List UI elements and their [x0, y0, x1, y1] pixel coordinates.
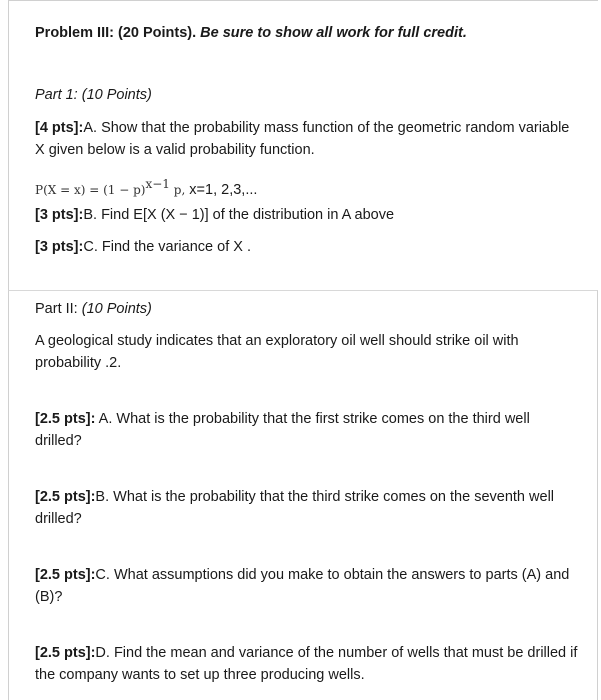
- part2-d-text-1: D. Find the mean and variance of the number of wells that must be drilled if: [95, 645, 578, 661]
- formula-rhs: p,: [169, 182, 186, 197]
- part2-a-label: [2.5 pts]:: [35, 411, 96, 427]
- part2-d-line2: the company wants to set up three producing wells.: [35, 667, 365, 683]
- part1-a-line2: X given below is a valid probability function.: [35, 142, 315, 158]
- part1-b: [35, 205, 394, 226]
- part2-b-label: [2.5 pts]:: [35, 489, 96, 505]
- part2-a-text-1: A. What is the probability that the first strike comes on the third well: [95, 411, 530, 427]
- part2-b-line2: drilled?: [35, 511, 82, 527]
- part1-c: [35, 237, 251, 258]
- part1-a-text-1: A. Show that the probability mass function of the geometric random variable: [83, 120, 570, 136]
- part1-b-label: [3 pts]:: [35, 207, 84, 223]
- part2-a-line2: drilled?: [35, 433, 82, 449]
- part2-heading-prefix: Part II:: [35, 301, 82, 317]
- formula-exponent: x−1: [145, 177, 170, 191]
- part1-c-label: [3 pts]:: [35, 239, 84, 255]
- problem-instruction: Be sure to show all work for full credit.: [200, 25, 467, 41]
- part2-intro-line2: probability .2.: [35, 355, 122, 371]
- part2-panel: [8, 290, 598, 700]
- part2-heading: [35, 299, 152, 320]
- formula-domain: x=1, 2,3,...: [185, 181, 258, 198]
- part2-b-line1: [35, 487, 554, 508]
- part2-d-label: [2.5 pts]:: [35, 645, 96, 661]
- part1-heading: Part 1: (10 Points): [35, 87, 152, 103]
- part2-d-line1: [35, 643, 577, 664]
- part2-c-label: [2.5 pts]:: [35, 567, 96, 583]
- part2-c-line1: [35, 565, 569, 586]
- formula-lhs: P(X = x) = (1 − p): [35, 182, 146, 197]
- part2-a-line1: [35, 409, 530, 430]
- part1-b-text: B. Find E[X (X − 1)] of the distribution in A above: [83, 207, 395, 223]
- part1-a-line1: [35, 118, 569, 139]
- part2-c-text-1: C. What assumptions did you make to obtain the answers to parts (A) and: [95, 567, 570, 583]
- part2-heading-points: (10 Points): [81, 301, 152, 317]
- part2-b-text-1: B. What is the probability that the third strike comes on the seventh well: [95, 489, 555, 505]
- pmf-formula: [35, 174, 257, 201]
- part1-c-text: C. Find the variance of X .: [83, 239, 251, 255]
- problem-title: Problem III: (20 Points).: [35, 25, 197, 41]
- part1-a-label: [4 pts]:: [35, 120, 84, 136]
- part2-intro-line1: A geological study indicates that an exploratory oil well should strike oil with: [35, 333, 519, 349]
- part1-panel: [8, 0, 598, 290]
- problem-header: [35, 23, 467, 44]
- part2-c-line2: (B)?: [35, 589, 63, 605]
